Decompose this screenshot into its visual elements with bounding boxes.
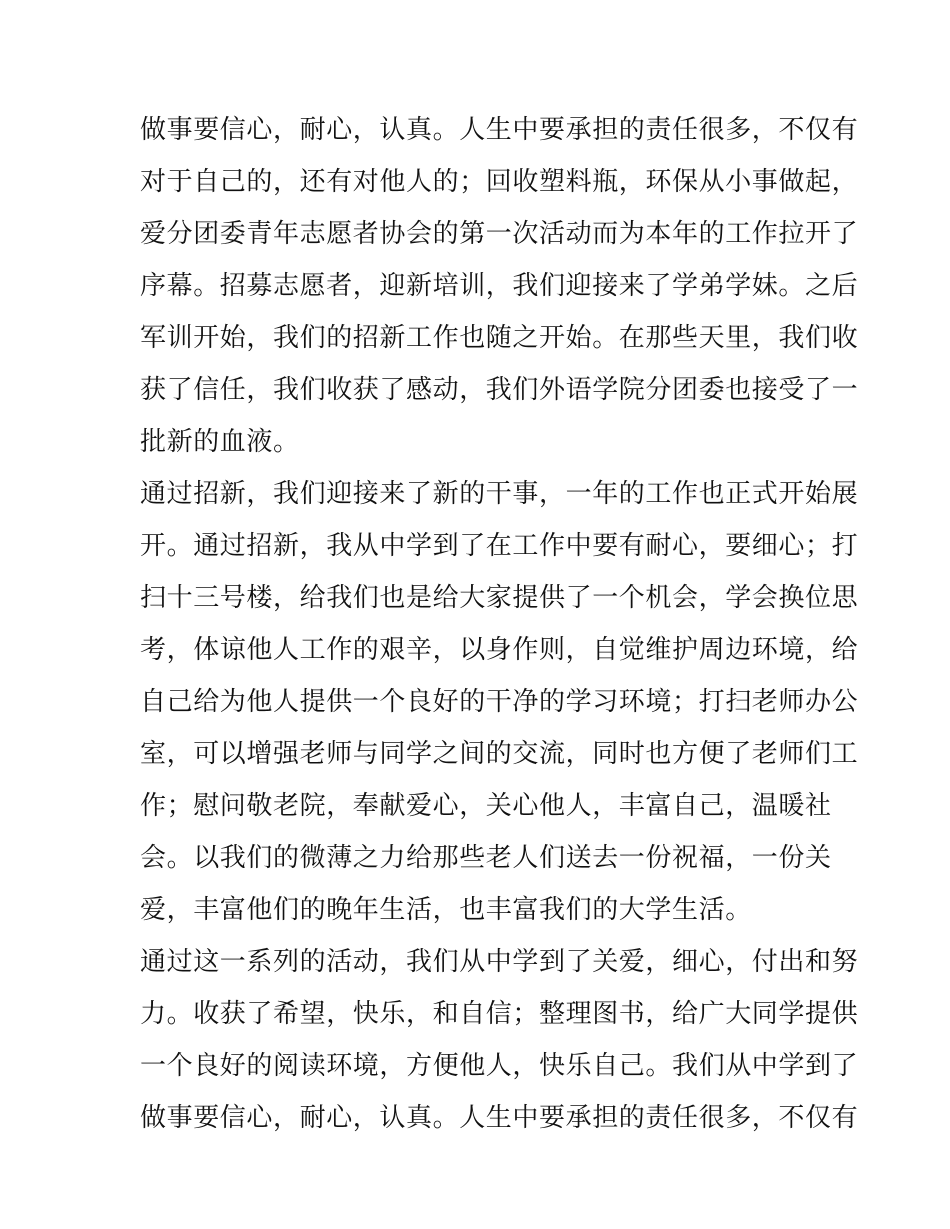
text-line: 一个良好的阅读环境，方便他人，快乐自己。我们从中学到了 (140, 1051, 859, 1081)
text-line: 通过招新，我们迎接来了新的干事，一年的工作也正式开始展 (140, 479, 859, 509)
text-line: 自己给为他人提供一个良好的干净的学习环境；打扫老师办公 (140, 687, 859, 717)
text-line: 做事要信心，耐心，认真。人生中要承担的责任很多，不仅有 (140, 115, 859, 145)
text-line: 做事要信心，耐心，认真。人生中要承担的责任很多，不仅有 (140, 1103, 859, 1133)
text-line: 序幕。招募志愿者，迎新培训，我们迎接来了学弟学妹。之后 (140, 271, 859, 301)
text-line: 考，体谅他人工作的艰辛，以身作则，自觉维护周边环境，给 (140, 635, 859, 665)
text-line: 通过这一系列的活动，我们从中学到了关爱，细心，付出和努 (140, 947, 859, 977)
text-line: 获了信任，我们收获了感动，我们外语学院分团委也接受了一 (140, 375, 859, 405)
text-line: 开。通过招新，我从中学到了在工作中要有耐心，要细心；打 (140, 531, 859, 561)
text-line: 对于自己的，还有对他人的；回收塑料瓶，环保从小事做起， (140, 167, 859, 197)
text-line: 爱分团委青年志愿者协会的第一次活动而为本年的工作拉开了 (140, 219, 859, 249)
text-line: 扫十三号楼，给我们也是给大家提供了一个机会，学会换位思 (140, 583, 859, 613)
text-line: 会。以我们的微薄之力给那些老人们送去一份祝福，一份关 (140, 843, 832, 873)
text-line: 军训开始，我们的招新工作也随之开始。在那些天里，我们收 (140, 323, 859, 353)
text-line: 室，可以增强老师与同学之间的交流，同时也方便了老师们工 (140, 739, 859, 769)
text-line: 作；慰问敬老院，奉献爱心，关心他人，丰富自己，温暖社 (140, 791, 832, 821)
text-line: 批新的血液。 (140, 427, 300, 457)
body-text (140, 104, 859, 1144)
text-line: 力。收获了希望，快乐，和自信；整理图书，给广大同学提供 (140, 999, 859, 1029)
text-line: 爱，丰富他们的晚年生活，也丰富我们的大学生活。 (140, 895, 752, 925)
